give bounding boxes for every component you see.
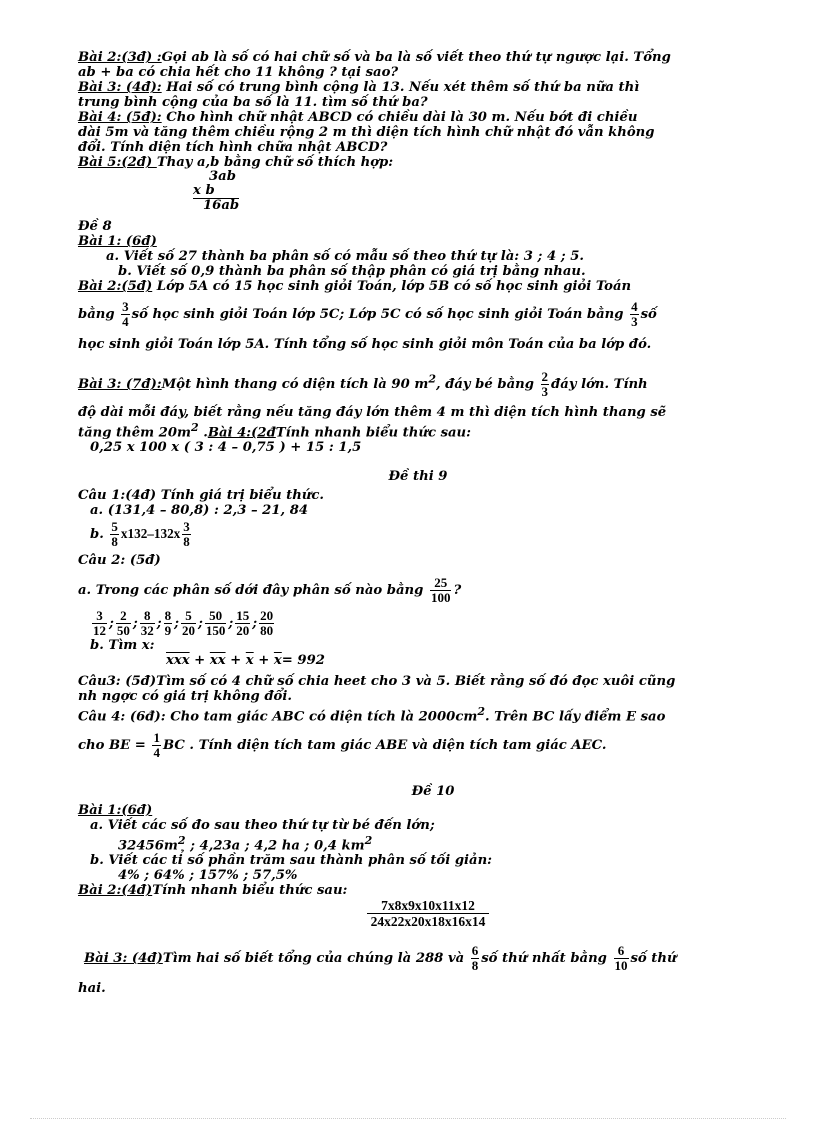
multiplication-layout	[78, 170, 758, 213]
de8-problem-3-line2: độ dài mỗi đáy, biết rằng nếu tăng đáy lớn thêm 4 m thì diện tích hình thang sẽ	[78, 405, 667, 420]
de9-question-4-line2: cho BE = $\frac{1}{4}$ BC . Tính diện tích tam giác ABE và diện tích tam giác AEC.	[78, 729, 607, 760]
de9-question-4: Câu 4: (6đ): Cho tam giác ABC có diện tích là $2000cm^2$. Trên BC lấy điểm E sao	[78, 705, 666, 725]
de8-problem-1-label: Bài 1: (6đ)	[78, 234, 157, 249]
problem-2: Bài 2:(3đ) :Gọi ab là số có hai chữ số và ba là số viết theo thứ tự ngược lại. Tổng	[78, 50, 671, 65]
de10-problem-3: Bài 3: (4đ)Tìm hai số biết tổng của chúng là 288 và $\frac{6}{8}$ số thứ nhất bằng $\frac{6}{10}$ số thứ	[84, 943, 677, 974]
de10-problem-2-fraction: $\frac{7x8x9x10x11x12}{24x22x20x18x16x14}$	[78, 898, 758, 930]
de10-problem-1a-values: $32456m^2$ ; 4,23a ; 4,2 ha ; 0,4 $km^2$	[118, 833, 373, 854]
problem-label: Bài 4:(2đ	[207, 425, 276, 441]
exam-title-de10: Đề 10	[411, 783, 455, 799]
problem-3: Bài 3: (4đ): Hai số có trung bình cộng là 13. Nếu xét thêm số thứ ba nữa thì	[78, 80, 640, 95]
exam-title-de8: Đề 8	[78, 219, 112, 234]
de10-problem-3-line2: hai.	[78, 981, 106, 997]
de9-question-3: Câu3: (5đ)Tìm số có 4 chữ số chia heet cho 3 và 5. Biết rằng số đó đọc xuôi cũng	[78, 674, 676, 690]
de8-problem-3: Bài 3: (7đ):Một hình thang có diện tích là 90 $m^2$, đáy bé bằng $\frac{2}{3}$ đáy lớn. Tính	[78, 369, 648, 399]
de8-problem-2-line3: học sinh giỏi Toán lớp 5A. Tính tổng số học sinh giỏi môn Toán của ba lớp đó.	[78, 337, 652, 352]
de8-problem-1b: b. Viết số 0,9 thành ba phân số thập phân có giá trị bằng nhau.	[118, 264, 586, 279]
de10-problem-1a: a. Viết các số đo sau theo thứ tự từ bé đến lớn;	[90, 817, 435, 833]
mult-mid: x b	[193, 183, 215, 198]
problem-label: Bài 2:(4đ)	[78, 883, 153, 899]
de9-question-2b: b. Tìm x:	[90, 638, 155, 654]
fraction-6-10: $\frac{6}{10}$	[614, 943, 628, 974]
fraction-6-8: $\frac{6}{8}$	[471, 943, 479, 974]
problem-text: ab + ba có chia hết cho 11 không ? tại sao?	[78, 65, 399, 80]
de10-problem-2: Bài 2:(4đ)Tính nhanh biểu thức sau:	[78, 883, 348, 899]
fraction-item: $\frac{8}{32}$	[140, 608, 154, 639]
problem-text: trung bình cộng của ba số là 11. tìm số thứ ba?	[78, 95, 428, 110]
document-page	[78, 50, 758, 996]
problem-label: Bài 3: (4đ):	[78, 80, 162, 95]
fraction-5-8: $\frac{5}{8}$	[111, 519, 118, 550]
exam-title-de9: Đề thi 9	[388, 469, 448, 485]
de9-question-1: Câu 1:(4đ) Tính giá trị biểu thức.	[78, 488, 325, 504]
de8-problem-2: Bài 2:(5đ) Lớp 5A có 15 học sinh giỏi Toán, lớp 5B có số học sinh giỏi Toán	[78, 279, 632, 294]
de9-question-2a: a. Trong các phân số dới đây phân số nào bằng $\frac{25}{100}$ ?	[78, 575, 462, 606]
fraction-item: $\frac{8}{9}$	[164, 608, 172, 639]
mult-top: 3ab	[209, 169, 236, 184]
de10-problem-1b-values: 4% ; 64% ; 157% ; 57,5%	[118, 868, 298, 884]
fraction-item: $\frac{3}{12}$	[93, 608, 106, 639]
problem-label: Bài 4: (5đ):	[78, 110, 162, 125]
de8-problem-3-line3: tăng thêm $20m^2$ .Bài 4:(2đTính nhanh biểu thức sau:	[78, 421, 471, 441]
fraction-item: $\frac{15}{20}$	[236, 608, 250, 639]
page-bottom-border	[30, 1118, 786, 1119]
problem-4: Bài 4: (5đ): Cho hình chữ nhật ABCD có chiều dài là 30 m. Nếu bớt đi chiều	[78, 110, 638, 125]
fraction-2-3: $\frac{2}{3}$	[541, 369, 549, 399]
problem-label: Bài 3: (7đ):	[78, 377, 162, 392]
mult-result: 16ab	[193, 198, 239, 213]
de9-equation: $\overline{xxx} + \overline{xx} + \overline{x} + \overline{x}= 992$	[166, 653, 325, 669]
fraction-item: $\frac{50}{150}$	[205, 608, 226, 639]
problem-5: Bài 5:(2đ) Thay a,b bằng chữ số thích hợp:	[78, 155, 394, 170]
de10-problem-1-label: Bài 1:(6đ)	[78, 802, 153, 818]
problem-label: Bài 3: (4đ)	[84, 951, 163, 967]
fraction-1-4: $\frac{1}{4}$	[153, 729, 160, 760]
problem-text: dài 5m và tăng thêm chiều rộng 2 m thì diện tích hình chữ nhật đó vẫn không	[78, 125, 655, 140]
de10-problem-1b: b. Viết các tỉ số phần trăm sau thành phân số tối giản:	[90, 853, 493, 869]
fraction-3-8: $\frac{3}{8}$	[183, 519, 190, 550]
de9-question-3-line2: nh ngợc có giá trị không đổi.	[78, 689, 292, 705]
problem-label: Bài 2:(5đ)	[78, 279, 153, 294]
fraction-list: $\frac{3}{12}$ ; $\frac{2}{50}$ ; $\frac{8}{32}$ ; $\frac{8}{9}$ ; $\frac{5}{20}$ ; $\frac{50}{150}$ ; $\frac{15}{20}$ ; $\frac{20}{80}$	[93, 608, 274, 639]
de8-problem-1a: a. Viết số 27 thành ba phân số có mẫu số theo thứ tự là: 3 ; 4 ; 5.	[106, 249, 584, 264]
fraction-25-100: $\frac{25}{100}$	[430, 575, 451, 606]
fraction-item: $\frac{2}{50}$	[116, 608, 130, 639]
de8-problem-2-line2: bằng $\frac{3}{4}$ số học sinh giỏi Toán lớp 5C; Lớp 5C có số học sinh giỏi Toán bằng $\frac{4}{3}$ số	[78, 299, 657, 329]
problem-label: Bài 5:(2đ)	[78, 155, 157, 170]
fraction-item: $\frac{5}{20}$	[182, 608, 195, 639]
de9-question-1a: a. (131,4 – 80,8) : 2,3 – 21, 84	[90, 503, 309, 519]
fraction-4-3: $\frac{4}{3}$	[631, 299, 638, 329]
problem-label: Bài 2:(3đ) :	[78, 50, 162, 65]
fraction-item: $\frac{20}{80}$	[260, 608, 274, 639]
de9-question-2: Câu 2: (5đ)	[78, 553, 161, 569]
de8-problem-4-expr: 0,25 x 100 x ( 3 : 4 – 0,75 ) + 15 : 1,5	[90, 440, 362, 456]
de9-question-1b: b. $\frac{5}{8}$ x132–132x $\frac{3}{8}$	[90, 519, 190, 550]
problem-text: đổi. Tính diện tích hình chữa nhật ABCD?	[78, 140, 388, 155]
fraction-3-4: $\frac{3}{4}$	[122, 299, 129, 329]
